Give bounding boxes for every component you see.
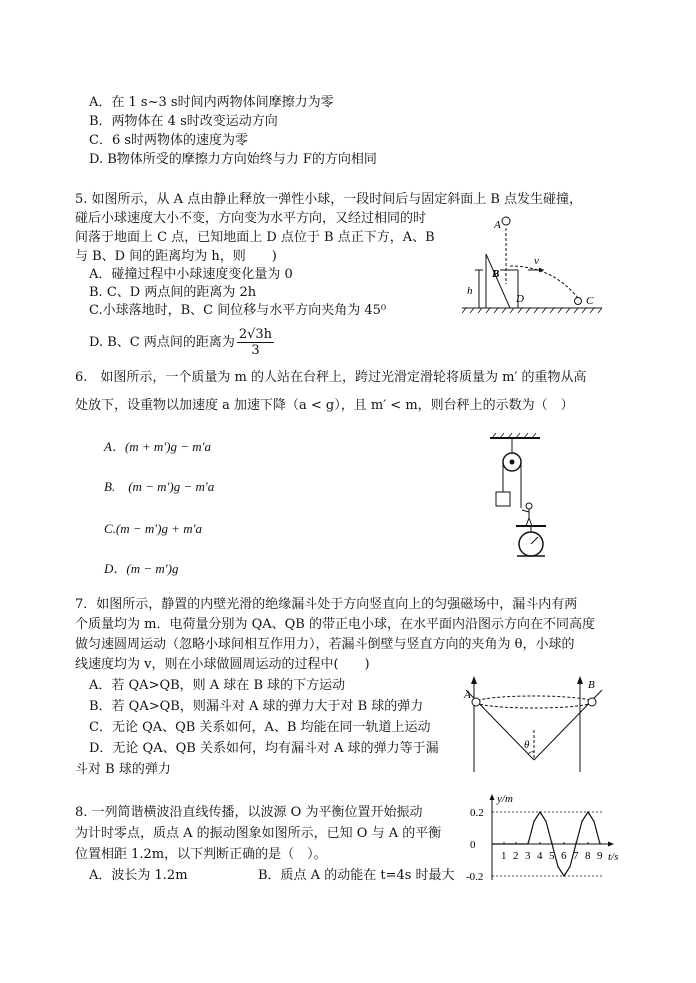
x-axis-label: t/s xyxy=(608,851,619,863)
x-axis-arrow xyxy=(608,842,614,847)
q7-stem-line-4: 线速度均为 v，则在小球做圆周运动的过程中( ) xyxy=(75,657,370,672)
q7-option-d: D．无论 QA、QB 关系如何，均有漏斗对 A 球的弹力等于漏 xyxy=(89,741,439,756)
y-axis-arrow xyxy=(490,794,495,800)
label-c: C xyxy=(586,295,594,307)
q6-stem-line-2: 处放下，设重物以加速度 a 加速下降（a < g），且 m′ < m，则台秤上的示数为（ ） xyxy=(75,398,574,413)
q6-option-d: D．(m − m′)g xyxy=(104,561,179,576)
q5-stem-line-4: 与 B、D 间的距离均为 h，则 ) xyxy=(75,249,277,264)
x-tick-label: 1 xyxy=(501,850,507,862)
x-tick-label: 6 xyxy=(561,850,567,862)
q4-option-a: A．在 1 s~3 s时间内两物体间摩擦力为零 xyxy=(89,95,334,110)
x-tick-label: 3 xyxy=(525,850,531,862)
q7-option-a: A．若 QA>QB，则 A 球在 B 球的下方运动 xyxy=(89,678,346,693)
q7-option-b: B．若 QA>QB，则漏斗对 A 球的弹力大于对 B 球的弹力 xyxy=(89,699,424,714)
label-h: h xyxy=(467,285,473,297)
label-d: D xyxy=(516,293,524,305)
label-a: A xyxy=(494,219,501,231)
label-b: B xyxy=(588,679,595,691)
q5-slope-figure xyxy=(462,212,612,324)
label-v: v xyxy=(534,255,539,267)
q8-stem-line-1: 8. 一列简谐横波沿直线传播，以波源 O 为平衡位置开始振动 xyxy=(75,805,423,820)
q4-option-d: D. B物体所受的摩擦力方向始终与力 F的方向相同 xyxy=(89,152,377,167)
q6-option-b: B. (m − m′)g − m′a xyxy=(104,479,215,494)
label-b: B xyxy=(492,268,500,280)
q7-option-c: C．无论 QA、QB 关系如何，A、B 均能在同一轨道上运动 xyxy=(89,720,431,735)
q8-option-a: A．波长为 1.2m xyxy=(89,868,188,883)
q5-option-c: C.小球落地时，B、C 间位移与水平方向夹角为 45⁰ xyxy=(89,303,387,318)
q6-stem-line-1: 6. 如图所示，一个质量为 m 的人站在台秤上，跨过光滑定滑轮将质量为 m′ 的重物从高 xyxy=(75,370,587,385)
q7-option-d-cont: 斗对 B 球的弹力 xyxy=(75,762,171,777)
fraction-numerator: 2√3h xyxy=(238,327,273,342)
q7-stem-line-2: 个质量均为 m．电荷量分别为 QA、QB 的带正电小球，在水平面内沿图示方向在不同高度 xyxy=(75,617,595,632)
q8-option-b: B．质点 A 的动能在 t=4s 时最大 xyxy=(258,868,455,883)
q5-option-d-text: D. B、C 两点间的距离为 xyxy=(89,335,235,350)
y-tick-label: 0 xyxy=(470,839,476,851)
q5-fraction xyxy=(237,327,274,358)
y-tick-label: -0.2 xyxy=(466,871,484,883)
x-tick-label: 2 xyxy=(513,850,519,862)
q4-option-c: C．6 s时两物体的速度为零 xyxy=(89,133,249,148)
q6-option-a: A．(m + m′)g − m′a xyxy=(104,439,211,454)
y-tick-label: 0.2 xyxy=(470,807,484,819)
q6-pulley-figure xyxy=(484,432,554,562)
q7-funnel-figure xyxy=(462,676,612,776)
q6-option-c: C.(m − m′)g + m′a xyxy=(104,521,202,536)
q7-stem-line-3: 做匀速圆周运动（忽略小球间相互作用力），若漏斗倒壁与竖直方向的夹角为 θ，小球的 xyxy=(75,637,575,652)
q5-option-a: A．碰撞过程中小球速度变化量为 0 xyxy=(89,267,293,282)
label-a: A xyxy=(464,689,471,701)
q7-stem-line-1: 7．如图所示，静置的内壁光滑的绝缘漏斗处于方向竖直向上的匀强磁场中，漏斗内有两 xyxy=(75,597,578,612)
q5-option-d xyxy=(89,326,274,360)
q8-stem-line-2: 为计时零点，质点 A 的振动图象如图所示，已知 O 与 A 的平衡 xyxy=(75,826,442,841)
q5-option-b: B. C、D 两点间的距离为 2h xyxy=(89,285,257,300)
q5-stem-line-2: 碰后小球速度大小不变，方向变为水平方向，又经过相同的时 xyxy=(75,211,427,226)
fraction-denominator: 3 xyxy=(251,343,260,358)
x-tick-label: 5 xyxy=(549,850,555,862)
q8-vibration-chart xyxy=(462,788,632,888)
q4-option-b: B．两物体在 4 s时改变运动方向 xyxy=(89,114,278,129)
y-axis-label: y/m xyxy=(497,793,513,805)
q5-stem-line-3: 间落于地面上 C 点，已知地面上 D 点位于 B 点正下方，A、B xyxy=(75,230,435,245)
q5-stem-line-1: 5. 如图所示，从 A 点由静止释放一弹性小球，一段时间后与固定斜面上 B 点发生碰撞， xyxy=(75,192,583,207)
q8-stem-line-3: 位置相距 1.2m，以下判断正确的是（ ）。 xyxy=(75,847,327,862)
x-tick-label: 9 xyxy=(597,850,603,862)
label-theta: θ xyxy=(524,739,530,751)
x-tick-label: 7 xyxy=(573,850,579,862)
x-tick-label: 4 xyxy=(537,850,543,862)
x-tick-label: 8 xyxy=(585,850,591,862)
